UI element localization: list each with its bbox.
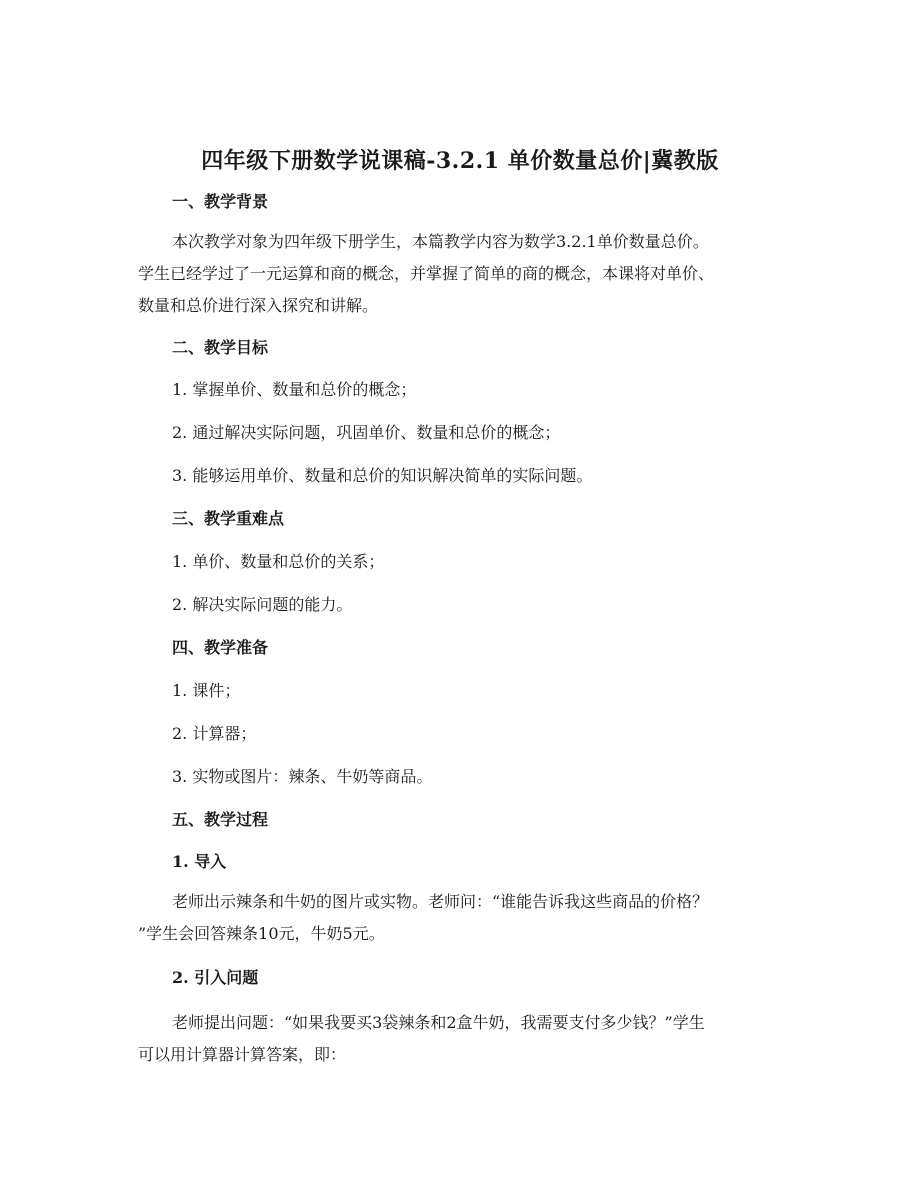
paragraph-line: 老师出示辣条和牛奶的图片或实物。老师问：“谁能告诉我这些商品的价格？ [172,892,709,911]
paragraph-line: 老师提出问题：“如果我要买3袋辣条和2盒牛奶，我需要支付多少钱？”学生 [172,1013,705,1032]
paragraph-line: 学生已经学过了一元运算和商的概念，并掌握了简单的商的概念，本课将对单价、 [138,264,715,283]
section-heading-process: 五、教学过程 [172,810,269,829]
subsection-paragraph-problem [138,1007,788,1071]
paragraph-line: 本次教学对象为四年级下册学生，本篇教学内容为数学3.2.1单价数量总价。 [172,232,709,251]
section-heading-objectives: 二、教学目标 [172,338,269,357]
list-item: 1. 单价、数量和总价的关系； [172,552,385,571]
section-heading-background: 一、教学背景 [172,192,269,211]
paragraph-line: 数量和总价进行深入探究和讲解。 [138,296,379,315]
list-item: 1. 课件； [172,681,241,700]
document-title: 四年级下册数学说课稿-3.2.1 单价数量总价|冀教版 [201,148,719,174]
list-item: 3. 实物或图片：辣条、牛奶等商品。 [172,767,433,786]
list-item: 2. 通过解决实际问题，巩固单价、数量和总价的概念； [172,423,561,442]
paragraph-line: ”学生会回答辣条10元，牛奶5元。 [138,924,385,943]
section-paragraph-background [138,226,788,322]
section-heading-preparation: 四、教学准备 [172,638,269,657]
section-heading-key-points: 三、教学重难点 [172,509,285,528]
subsection-paragraph-intro [138,886,788,950]
list-item: 2. 解决实际问题的能力。 [172,595,353,614]
paragraph-line: 可以用计算器计算答案，即： [138,1045,347,1064]
subsection-heading-problem: 2. 引入问题 [172,968,259,987]
list-item: 1. 掌握单价、数量和总价的概念； [172,380,417,399]
subsection-heading-intro: 1. 导入 [172,852,227,871]
list-item: 3. 能够运用单价、数量和总价的知识解决简单的实际问题。 [172,466,593,485]
list-item: 2. 计算器； [172,724,257,743]
